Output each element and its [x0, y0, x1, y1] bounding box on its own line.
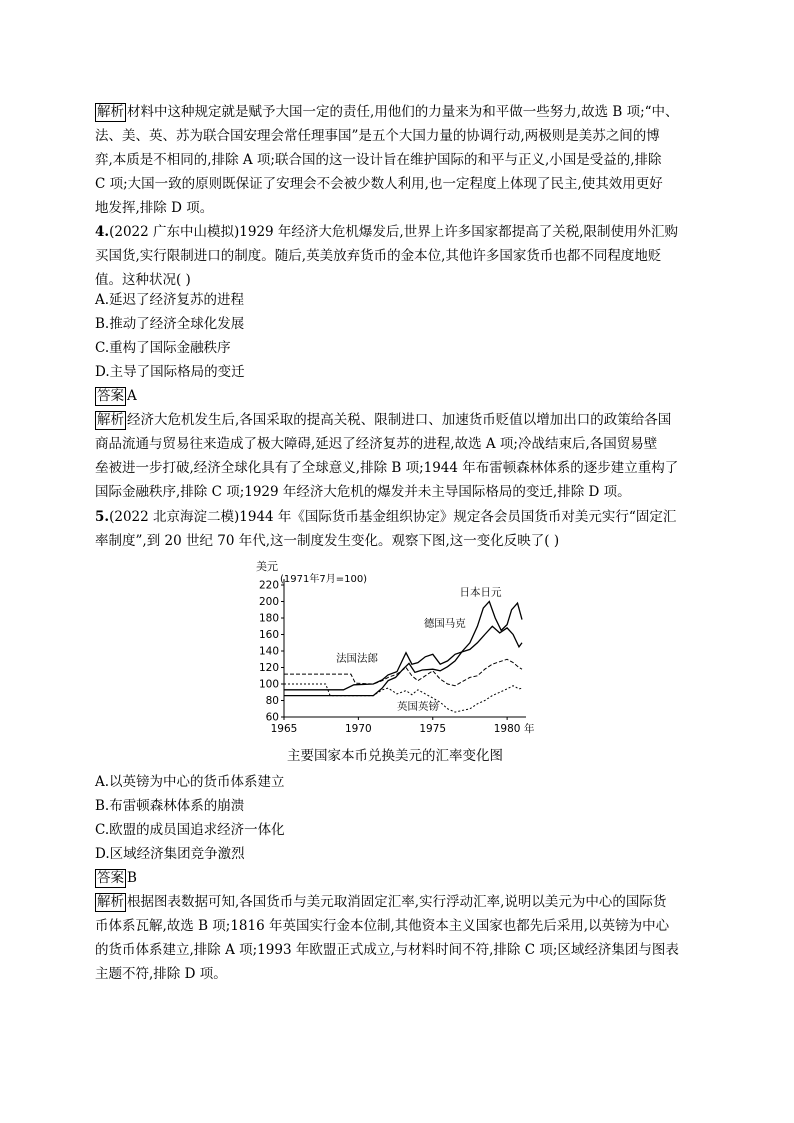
chart-caption: 主要国家本币兑换美元的汇率变化图	[287, 748, 503, 764]
answer-value: B	[127, 870, 137, 886]
question-4-stem	[95, 220, 705, 292]
analysis-tag: 解析	[97, 894, 124, 910]
q4-answer	[95, 384, 137, 408]
x-tick-label: 1980	[493, 723, 521, 735]
analysis-line: 的货币体系建立,排除 A 项;1993 年欧盟正式成立,与材料时间不符,排除 C 项;区域经济集团与图表	[95, 942, 679, 958]
series-label: 法国法郎	[336, 652, 379, 665]
x-tick-label: 1965	[270, 723, 298, 735]
y-axis-label: 美元	[256, 560, 278, 573]
exchange-rate-chart	[240, 560, 540, 745]
question-line: 值。这种状况( )	[95, 272, 191, 288]
question-number: 5.	[95, 509, 110, 525]
question-line: 买国货,实行限制进口的制度。随后,英美放弃货币的金本位,其他许多国家货币也都不同程度地贬	[95, 248, 662, 264]
q3-analysis	[95, 100, 705, 220]
analysis-line: 国际金融秩序,排除 C 项;1929 年经济大危机的爆发并未主导国际格局的变迁,排除 D 项。	[95, 484, 631, 500]
question-line: 率制度”,到 20 世纪 70 年代,这一制度发生变化。观察下图,这一变化反映了( )	[95, 533, 560, 549]
q4-option-c: C.重构了国际金融秩序	[95, 340, 231, 356]
q5-analysis	[95, 890, 705, 986]
analysis-line: 法、美、英、苏为联合国安理会常任理事国”是五个大国力量的协调行动,两极则是美苏之间的博	[95, 128, 660, 144]
q5-option-a: A.以英镑为中心的货币体系建立	[95, 774, 285, 790]
q4-option-a: A.延迟了经济复苏的进程	[95, 292, 245, 308]
q4-option-b: B.推动了经济全球化发展	[95, 316, 245, 332]
analysis-tag: 解析	[97, 412, 124, 428]
answer-tag: 答案	[97, 870, 124, 886]
x-axis-unit: 年	[524, 723, 535, 735]
question-5-stem	[95, 505, 705, 553]
x-tick-label: 1970	[345, 723, 372, 735]
y-tick-label: 160	[258, 629, 279, 641]
y-tick-label: 140	[258, 645, 279, 658]
analysis-line: 垒被进一步打破,经济全球化具有了全球意义,排除 B 项;1944 年布雷顿森林体系的逐步建立重构了	[95, 460, 679, 476]
analysis-line: 主题不符,排除 D 项。	[95, 966, 227, 982]
series-line	[284, 602, 522, 696]
analysis-tag: 解析	[97, 104, 124, 120]
question-line: 5.(2022 北京海淀二模)1944 年《国际货币基金组织协定》规定各会员国货币对美元实行“固定汇	[95, 509, 677, 525]
y-tick-label: 120	[258, 662, 279, 674]
y-tick-label: 60	[265, 711, 279, 724]
answer-value: A	[127, 388, 137, 404]
series-line	[284, 659, 522, 685]
analysis-line: 地发挥,排除 D 项。	[95, 200, 214, 216]
question-number: 4.	[95, 224, 110, 240]
analysis-line: 弈,本质是不相同的,排除 A 项;联合国的这一设计旨在维护国际的和平与正义,小国是受益的,排除	[95, 152, 662, 168]
series-label: 德国马克	[423, 617, 466, 630]
chart-series-labels	[332, 586, 502, 713]
answer-tag: 答案	[97, 388, 124, 404]
analysis-line: 币体系瓦解,故选 B 项;1816 年英国实行金本位制,其他资本主义国家也都先后采用,以英镑为中心	[95, 918, 670, 934]
x-tick-label: 1975	[419, 723, 447, 735]
analysis-line: 解析 材料中这种规定就是赋予大国一定的责任,用他们的力量来为和平做一些努力,故选 B 项;“中、	[97, 104, 679, 120]
y-tick-label: 200	[258, 596, 279, 608]
chart-marks	[284, 602, 522, 713]
analysis-line: 解析 根据图表数据可知,各国货币与美元取消固定汇率,实行浮动汇率,说明以美元为中心的国际货	[97, 894, 667, 910]
q5-answer	[95, 866, 137, 890]
y-tick-label: 80	[265, 695, 279, 707]
q5-option-c: C.欧盟的成员国追求经济一体化	[95, 822, 285, 838]
y-tick-label: 100	[258, 678, 279, 691]
y-axis-sub-label: (1971年7月=100)	[280, 574, 368, 585]
q5-option-d: D.区域经济集团竞争激烈	[95, 846, 245, 862]
q5-option-b: B.布雷顿森林体系的崩溃	[95, 798, 245, 814]
y-tick-label: 220	[258, 579, 279, 592]
q4-analysis	[95, 408, 705, 504]
q4-option-d: D.主导了国际格局的变迁	[95, 364, 245, 380]
series-line	[284, 626, 522, 690]
analysis-line: 商品流通与贸易往来造成了极大障碍,延迟了经济复苏的进程,故选 A 项;冷战结束后,各国贸易壁	[95, 436, 658, 452]
analysis-line: C 项;大国一致的原则既保证了安理会不会被少数人利用,也一定程度上体现了民主,使其效用更好	[95, 176, 663, 192]
series-label: 日本日元	[459, 586, 502, 599]
analysis-line: 解析 经济大危机发生后,各国采取的提高关税、限制进口、加速货币贬值以增加出口的政策给各国	[97, 412, 672, 428]
question-line: 4.(2022 广东中山模拟)1929 年经济大危机爆发后,世界上许多国家都提高了关税,限制使用外汇购	[95, 224, 679, 240]
y-tick-label: 180	[258, 612, 279, 625]
series-label: 英国英镑	[397, 700, 440, 713]
